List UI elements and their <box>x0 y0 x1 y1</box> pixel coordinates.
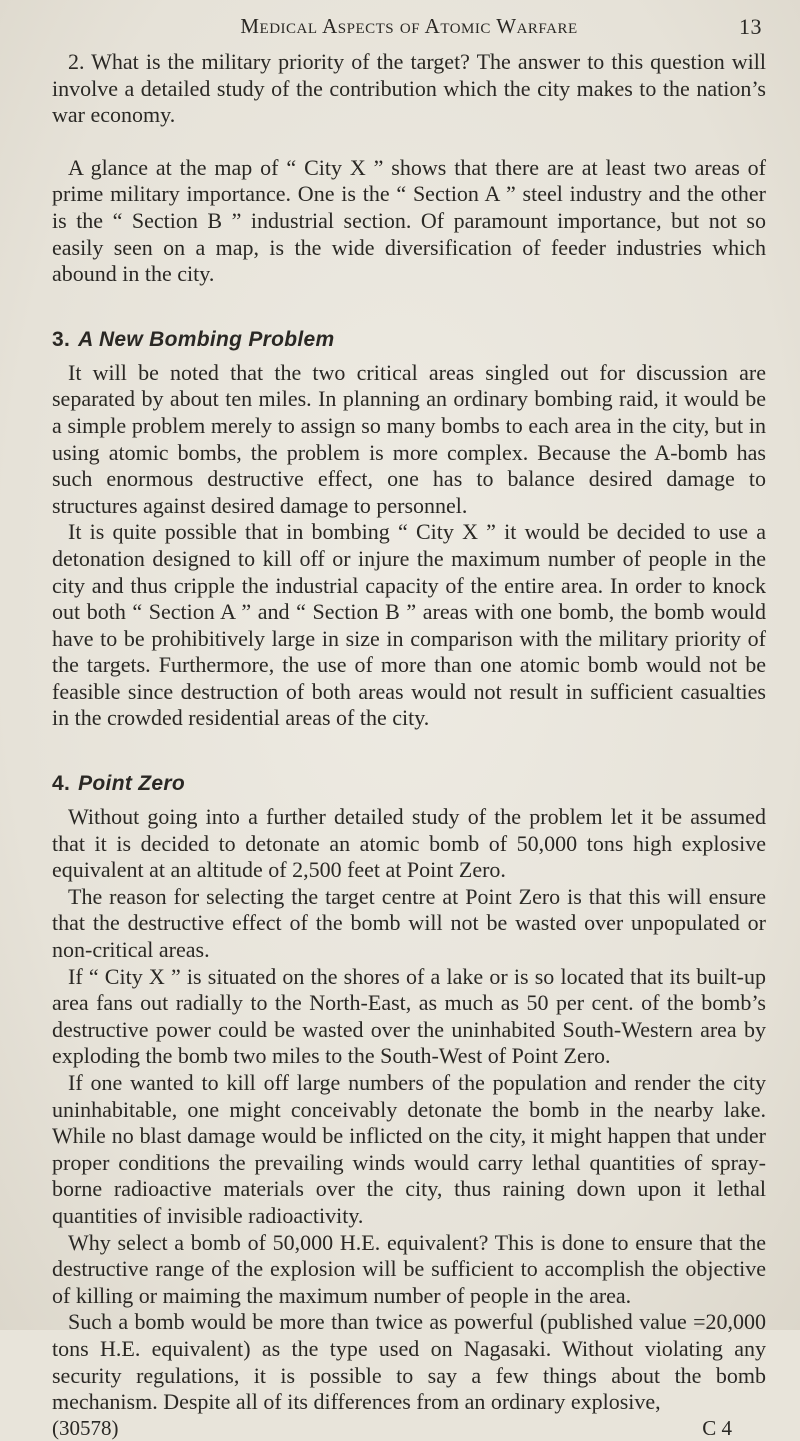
section-heading-point-zero: 4. Point Zero <box>52 772 185 796</box>
paragraph: It is quite possible that in bombing “ City X ” it would be decided to use a detonation designed to kill off or injure the maximum number of people in the city and thus cripple the industrial capacity of the entire area. In order to knock out both “ Section A ” and “ Section B ” areas with one bomb, the bomb would have to be prohibitively large in size in comparison with the military priority of the targets. Furthermore, the use of more than one atomic bomb would not be feasible since destruction of both areas would not result in sufficient casualties in the crowded residential areas of the city. <box>52 519 766 731</box>
print-code: (30578) <box>52 1415 119 1440</box>
paragraph: The reason for selecting the target centre at Point Zero is that this will ensure that the destructive effect of the bomb will not be wasted over unpopulated or non-critical areas. <box>52 883 766 963</box>
paragraph: Why select a bomb of 50,000 H.E. equivalent? This is done to ensure that the destructive range of the explosion will be sufficient to accomplish the objective of killing or maiming the maximum number of people in the area. <box>52 1229 766 1308</box>
running-header <box>52 14 766 39</box>
section-heading-bombing-problem: 3. A New Bombing Problem <box>52 327 335 351</box>
signature-mark: C 4 <box>702 1415 732 1440</box>
paragraph: Such a bomb would be more than twice as powerful (published value =20,000 tons H.E. equivalent) as the type used on Nagasaki. Without violating any security regulations, it is possible to say a few things about the bomb mechanism. Despite all of its differences from an ordinary explosive, <box>52 1309 766 1415</box>
page-footer <box>52 1416 766 1441</box>
paragraph: It will be noted that the two critical areas singled out for discussion are separated by about ten miles. In planning an ordinary bombing raid, it would be a simple problem merely to assign so many bombs to each area in the city, but in using atomic bombs, the problem is more complex. Because the A-bomb has such enormous destructive effect, one has to balance desired damage to structures against desired damage to personnel. <box>52 359 766 518</box>
running-title: Medical Aspects of Atomic Warfare <box>240 14 578 38</box>
paragraph-priority: 2. What is the military priority of the target? The answer to this question will involve a detailed study of the contribution which the city makes to the nation’s war economy. <box>52 49 766 128</box>
paragraph: If “ City X ” is situated on the shores of a lake or is so located that its built-up area fans out radially to the North-East, as much as 50 per cent. of the bomb’s destructive power could be wasted over the uninhabited South-Western area by exploding the bomb two miles to the South-West of Point Zero. <box>52 963 766 1069</box>
paragraph: If one wanted to kill off large numbers of the population and render the city uninhabitable, one might conceivably detonate the bomb in the nearby lake. While no blast damage would be inflicted on the city, it might happen that under proper conditions the prevailing winds would carry lethal quantities of spray-borne radioactive materials over the city, thus raining down upon it lethal quantities of invisible radioactivity. <box>52 1070 766 1228</box>
paragraph-map-glance: A glance at the map of “ City X ” shows that there are at least two areas of prime military importance. One is the “ Section A ” steel industry and the other is the “ Section B ” industrial section. Of paramount importance, but not so easily seen on a map, is the wide diversification of feeder industries which abound in the city. <box>52 154 766 287</box>
page-number: 13 <box>739 14 762 39</box>
paragraph: Without going into a further detailed study of the problem let it be assumed that it is decided to detonate an atomic bomb of 50,000 tons high explosive equivalent at an altitude of 2,500 feet at Point Zero. <box>52 804 766 883</box>
